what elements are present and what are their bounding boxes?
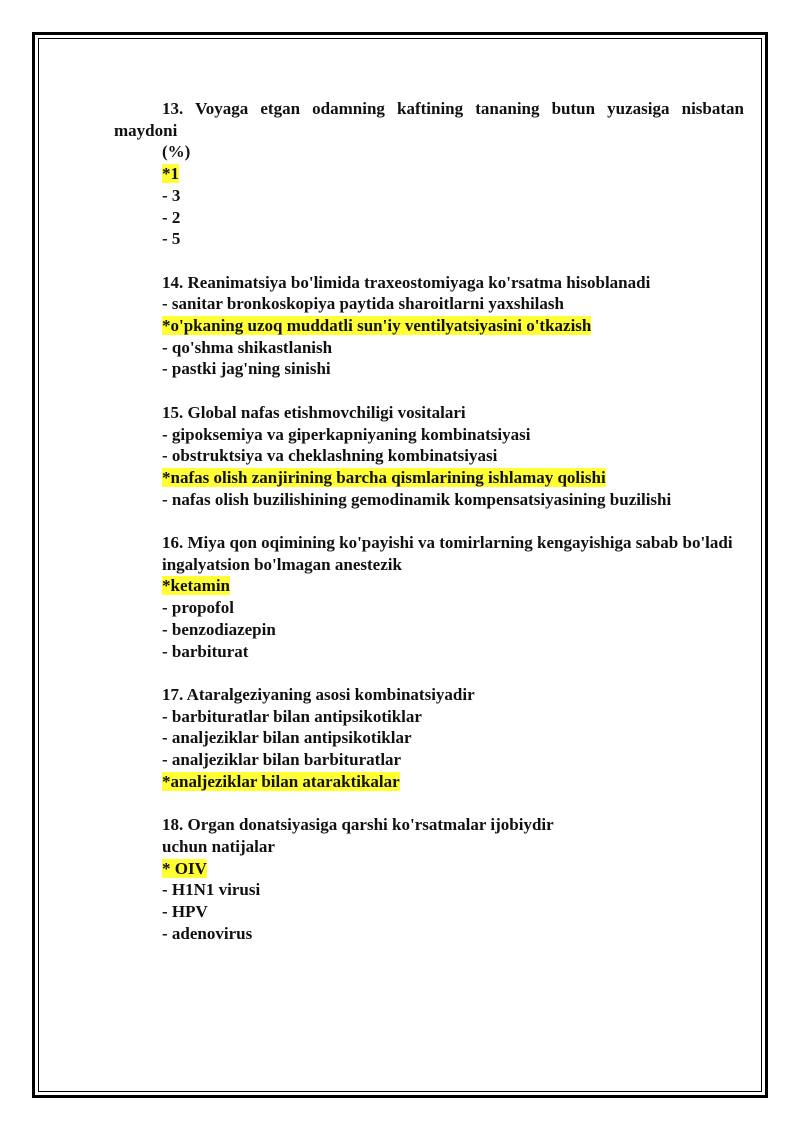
question-continuation: (%) <box>162 142 191 162</box>
question-18 <box>114 814 744 944</box>
answer-option-correct: *ketamin <box>162 576 230 596</box>
question-stem <box>114 98 744 141</box>
answer-option-correct: *nafas olish zanjirining barcha qismlarining ishlamay qolishi <box>162 467 606 487</box>
question-stem <box>162 402 744 424</box>
question-text: Ataralgeziyaning asosi kombinatsiyadir <box>186 684 475 704</box>
question-stem <box>162 684 744 706</box>
answer-option: - qo'shma shikastlanish <box>162 337 333 357</box>
answer-option: - HPV <box>162 901 208 921</box>
answer-option: - gipoksemiya va giperkapniyaning kombinatsiyasi <box>162 424 531 444</box>
answer-option: - obstruktsiya va cheklashning kombinatsiyasi <box>162 446 498 466</box>
question-14 <box>114 272 744 381</box>
question-text: Miya qon oqimining ko'payishi va tomirlarning kengayishiga sabab bo'ladi <box>187 533 733 553</box>
question-stem <box>114 532 744 554</box>
question-continuation: uchun natijalar <box>162 836 275 856</box>
question-continuation: ingalyatsion bo'lmagan anestezik <box>162 554 402 574</box>
answer-option: - adenovirus <box>162 923 253 943</box>
document-body <box>114 98 744 966</box>
question-number: 16. <box>162 533 184 553</box>
question-number: 13. <box>162 99 184 118</box>
answer-option: - nafas olish buzilishining gemodinamik kompensatsiyasining buzilishi <box>162 489 672 509</box>
question-text: Reanimatsiya bo'limida traxeostomiyaga ko'rsatma hisoblanadi <box>187 272 651 292</box>
answer-option: - H1N1 virusi <box>162 880 261 900</box>
answer-option: - 3 <box>162 185 181 205</box>
question-17 <box>114 684 744 793</box>
question-number: 18. <box>162 815 184 835</box>
question-number: 17. <box>162 684 184 704</box>
question-text: Voyaga etgan odamning kaftining tananing butun yuzasiga nisbatan maydoni <box>114 99 744 140</box>
question-number: 15. <box>162 402 184 422</box>
answer-option: - 2 <box>162 207 181 227</box>
answer-option: - propofol <box>162 598 234 618</box>
answer-option: - sanitar bronkoskopiya paytida sharoitlarni yaxshilash <box>162 294 564 314</box>
question-15 <box>114 402 744 511</box>
question-text: Global nafas etishmovchiligi vositalari <box>187 402 466 422</box>
answer-option: - benzodiazepin <box>162 619 276 639</box>
answer-option-correct: *1 <box>162 164 179 184</box>
question-number: 14. <box>162 272 184 292</box>
answer-option-correct: *analjeziklar bilan ataraktikalar <box>162 771 400 791</box>
question-text: Organ donatsiyasiga qarshi ko'rsatmalar ijobiydir <box>187 815 554 835</box>
question-13 <box>114 98 744 250</box>
answer-option: - analjeziklar bilan barbituratlar <box>162 750 402 770</box>
question-stem <box>162 814 744 836</box>
answer-option-correct: * OIV <box>162 858 207 878</box>
answer-option-correct: *o'pkaning uzoq muddatli sun'iy ventilyatsiyasini o'tkazish <box>162 316 592 336</box>
answer-option: - barbiturat <box>162 641 249 661</box>
answer-option: - barbituratlar bilan antipsikotiklar <box>162 706 422 726</box>
question-stem <box>162 272 744 294</box>
answer-option: - pastki jag'ning sinishi <box>162 359 331 379</box>
answer-option: - 5 <box>162 229 181 249</box>
answer-option: - analjeziklar bilan antipsikotiklar <box>162 728 412 748</box>
question-16 <box>114 532 744 662</box>
